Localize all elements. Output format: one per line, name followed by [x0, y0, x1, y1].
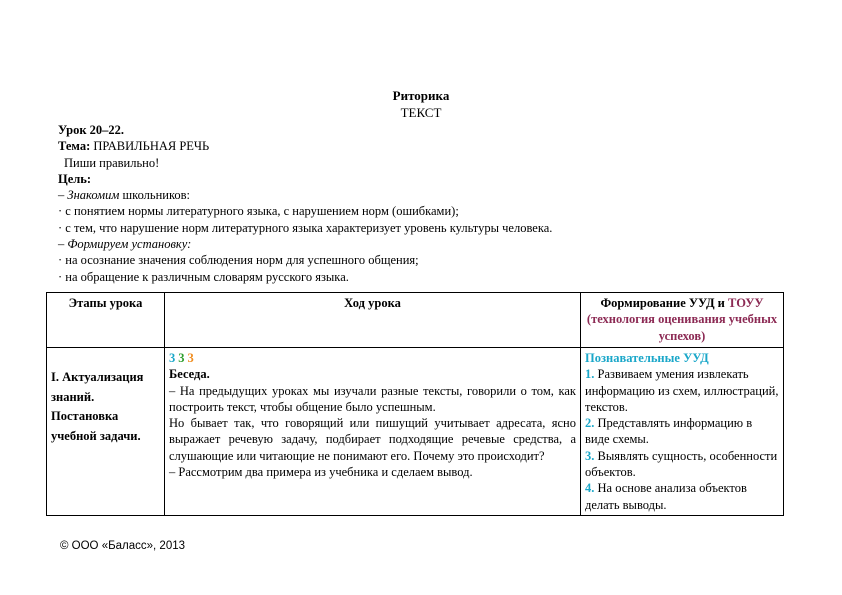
uud-header-accent: ТОУУ — [728, 296, 764, 310]
goal-item: · с тем, что нарушение норм литературного языка характеризует уровень культуры человека. — [58, 220, 553, 235]
uud-item — [585, 448, 779, 481]
lesson-theme — [58, 138, 798, 154]
header-stages: Этапы урока — [47, 293, 165, 348]
theme-value: ПРАВИЛЬНАЯ РЕЧЬ — [90, 139, 210, 154]
header-progress: Ход урока — [165, 293, 581, 348]
goal-item: · на осознание значения соблюдения норм для успешного общения; — [58, 253, 419, 268]
score-number: 3 — [178, 351, 185, 365]
acquaint-prefix: – — [58, 188, 68, 203]
uud-item-number: 2. — [585, 416, 595, 431]
uud-header-sub: (технология оценивания учебных успехов) — [586, 312, 778, 343]
page-subtitle: ТЕКСТ — [400, 105, 442, 120]
uud-item — [585, 415, 779, 448]
acquaint-italic: Знакомим — [67, 188, 120, 203]
acquaint-rest: школьников: — [119, 188, 191, 203]
uud-item-number: 3. — [585, 448, 595, 463]
goal-acquaint — [58, 187, 798, 203]
uud-heading: Познавательные УУД — [585, 351, 709, 365]
stage-name: I. Актуализация знаний. Постановка учебной задачи. — [51, 370, 144, 443]
header-uud — [581, 293, 784, 348]
score-number: 3 — [187, 351, 194, 365]
progress-paragraph: – На предыдущих уроках мы изучали разные тексты, говорили о том, как построить текст, чтобы общение было успешным. — [169, 383, 576, 414]
stage-cell — [47, 348, 165, 516]
page-title: Риторика — [392, 88, 450, 103]
progress-cell — [165, 348, 581, 516]
uud-header-main: Формирование УУД и — [600, 296, 729, 310]
goal-item: · с понятием нормы литературного языка, с нарушением норм (ошибками); — [58, 204, 459, 219]
score-number: 3 — [169, 351, 176, 365]
uud-item — [585, 366, 779, 415]
score-numbers — [169, 350, 576, 366]
goal-label: Цель: — [58, 171, 92, 186]
uud-item-text: На основе анализа объектов делать выводы. — [585, 481, 747, 512]
uud-item-text: Выявлять сущность, особенности объектов. — [585, 448, 778, 480]
uud-item-text: Развиваем умения извлекать информацию из схем, иллюстраций, текстов. — [585, 367, 779, 414]
uud-item-text: Представлять информацию в виде схемы. — [585, 416, 753, 447]
progress-paragraph: Но бывает так, что говорящий или пишущий учитывает адресата, ясно выражает речевую задачу, подбирает подходящие речевые средства, а слушающие или читающие не понимают его. Почему это происходит? — [169, 416, 576, 463]
lesson-number: Урок 20–22. — [58, 123, 125, 137]
table-header-row — [47, 293, 784, 348]
uud-item — [585, 480, 779, 513]
lesson-motto: Пиши правильно! — [64, 155, 160, 170]
progress-paragraph: – Рассмотрим два примера из учебника и сделаем вывод. — [169, 465, 473, 480]
copyright-footer: © ООО «Баласс», 2013 — [60, 540, 186, 552]
lesson-plan-table — [46, 292, 784, 516]
table-row — [47, 348, 784, 516]
lesson-intro — [58, 122, 798, 285]
goal-form: – Формируем установку: — [58, 237, 192, 252]
goal-item: · на обращение к различным словарям русского языка. — [58, 269, 349, 284]
conversation-label: Беседа. — [169, 367, 210, 382]
uud-item-number: 1. — [585, 367, 595, 382]
uud-cell — [581, 348, 784, 516]
uud-item-number: 4. — [585, 481, 595, 496]
theme-label: Тема: — [58, 139, 91, 154]
